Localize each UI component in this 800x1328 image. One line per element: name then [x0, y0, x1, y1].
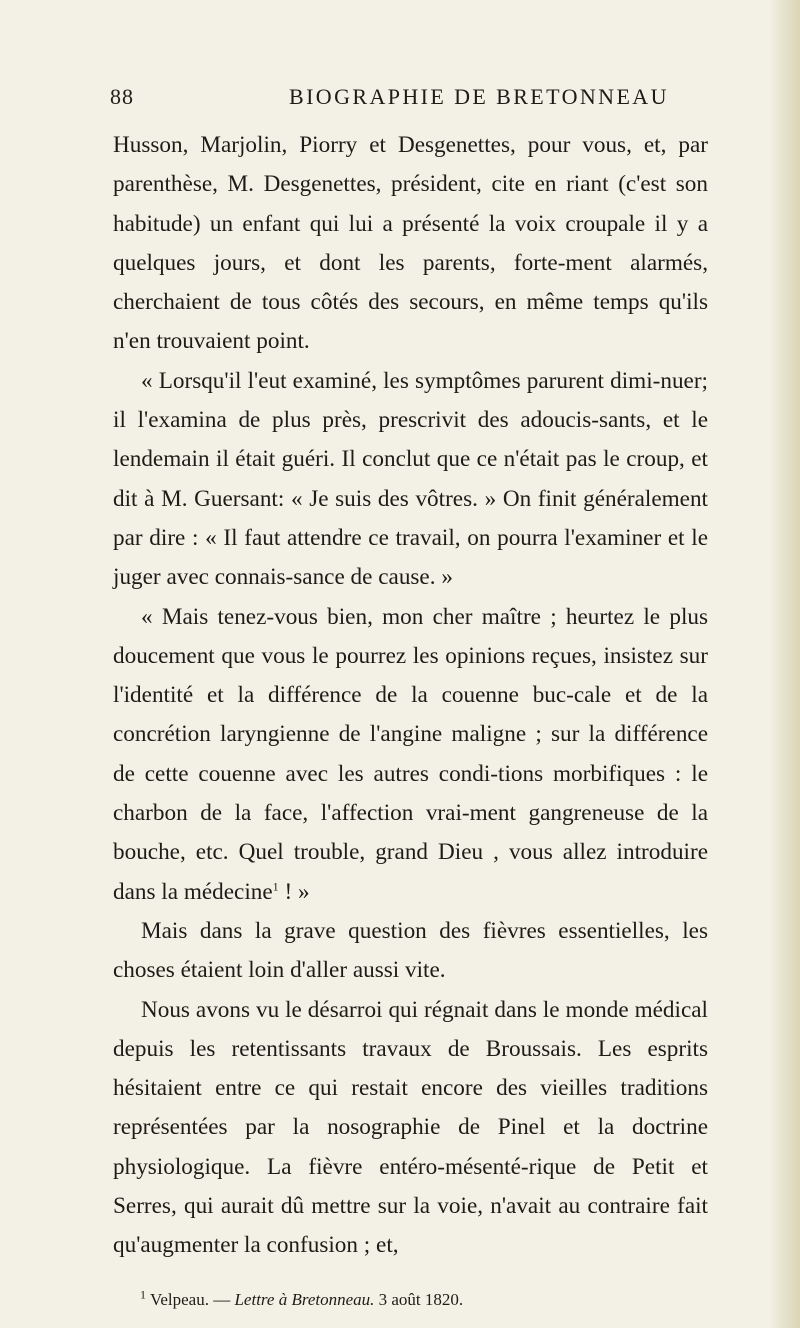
footnote-author: Velpeau. — [149, 1290, 231, 1309]
body-text [113, 126, 708, 1266]
footnote-mark: 1 [140, 1287, 146, 1302]
footnote-date: 3 août 1820. [378, 1290, 464, 1309]
footnote-title: Lettre à Bretonneau. [234, 1290, 375, 1309]
footnote [140, 1287, 720, 1310]
paragraph-4: Mais dans la grave question des fièvres essentielles, les choses étaient loin d'aller aussi vite. [113, 917, 708, 984]
paragraph-3-end: ! » [278, 878, 310, 905]
page-header [0, 84, 800, 114]
paragraph-2: « Lorsqu'il l'eut examiné, les symptômes parurent dimi-nuer; il l'examina de plus près, prescrivit des adoucis-sants, et le lendemain il était guéri. Il conclut que ce n'était pas le croup, et dit à M. Guersant: « Je suis des vôtres. » On finit généralement par dire : « Il faut attendre ce travail, on pourra l'examiner et le juger avec connais-sance de cause. » [113, 367, 708, 591]
footnote-reference: 1 [272, 878, 279, 893]
paragraph-1: Husson, Marjolin, Piorry et Desgenettes, pour vous, et, par parenthèse, M. Desgenettes, président, cite en riant (c'est son habitude) un enfant qui lui a présenté la voix croupale il y a quelques jours, et dont les parents, forte-ment alarmés, cherchaient de tous côtés des secours, en même temps qu'ils n'en trouvaient point. [113, 132, 708, 355]
paragraph-3-text: « Mais tenez-vous bien, mon cher maître ; heurtez le plus doucement que vous le pourrez les opinions reçues, insistez sur l'identité et la différence de la couenne buc-cale et de la concrétion laryngienne de l'angine maligne ; sur la différence de cette couenne avec les autres condi-tions morbifiques : le charbon de la face, l'affection vrai-ment gangreneuse de la bouche, etc. Quel trouble, grand Dieu , vous allez introduire dans la médecine [113, 603, 708, 905]
paragraph-3 [113, 598, 708, 912]
page-edge-shadow [770, 0, 800, 1328]
page-number: 88 [110, 84, 134, 109]
paragraph-5: Nous avons vu le désarroi qui régnait dans le monde médical depuis les retentissants travaux de Broussais. Les esprits hésitaient entre ce qui restait encore des vieilles traditions représentées par la nosographie de Pinel et la doctrine physiologique. La fièvre entéro-mésenté-rique de Petit et Serres, qui aurait dû mettre sur la voie, n'avait au contraire fait qu'augmenter la confusion ; et, [113, 996, 708, 1259]
running-title: BIOGRAPHIE DE BRETONNEAU [289, 84, 669, 109]
